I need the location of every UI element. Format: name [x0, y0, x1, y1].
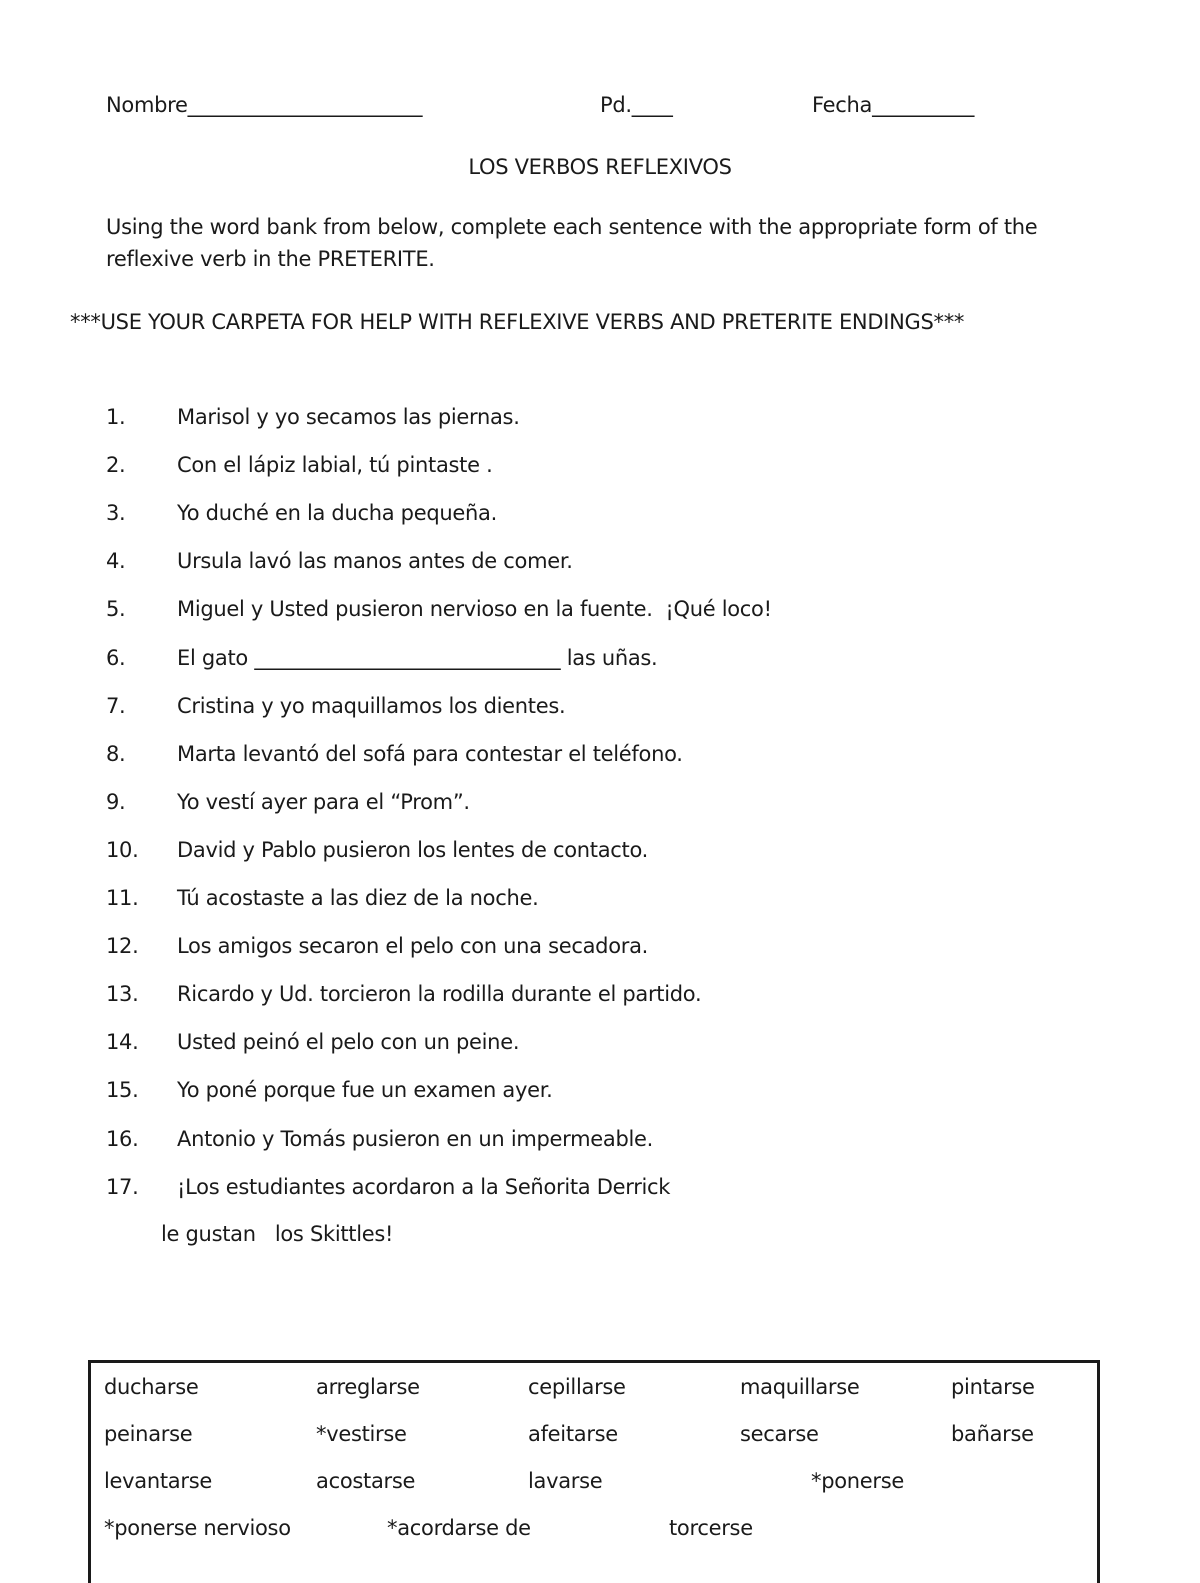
sentence-number: 5.: [106, 597, 126, 621]
sentence-text: Miguel y Usted pusieron nervioso en la fuente. ¡Qué loco!: [177, 597, 772, 621]
word-bank-item: lavarse: [528, 1469, 603, 1493]
sentence-number: 10.: [106, 838, 139, 862]
sentence-number: 12.: [106, 934, 139, 958]
word-bank-item: *acordarse de: [387, 1516, 531, 1540]
sentence-text: Los amigos secaron el pelo con una secadora.: [177, 934, 649, 958]
sentence-number: 6.: [106, 646, 126, 670]
word-bank-item: torcerse: [669, 1516, 753, 1540]
sentence-text: El gato ______________________________ las uñas.: [177, 646, 658, 670]
word-bank-item: secarse: [740, 1422, 819, 1446]
date-field-label: Fecha__________: [812, 93, 975, 117]
help-note: ***USE YOUR CARPETA FOR HELP WITH REFLEXIVE VERBS AND PRETERITE ENDINGS***: [70, 310, 965, 334]
sentence-number: 16.: [106, 1127, 139, 1151]
sentence-text: ¡Los estudiantes acordaron a la Señorita Derrick: [177, 1175, 671, 1199]
worksheet-title: LOS VERBOS REFLEXIVOS: [468, 155, 732, 179]
sentence-number: 11.: [106, 886, 139, 910]
word-bank-item: arreglarse: [316, 1375, 420, 1399]
word-bank-item: cepillarse: [528, 1375, 626, 1399]
word-bank-item: maquillarse: [740, 1375, 860, 1399]
sentence-text: Yo poné porque fue un examen ayer.: [177, 1078, 553, 1102]
sentence-number: 2.: [106, 453, 126, 477]
word-bank-item: *ponerse nervioso: [104, 1516, 291, 1540]
word-bank-item: *ponerse: [811, 1469, 905, 1493]
sentence-text: Cristina y yo maquillamos los dientes.: [177, 694, 566, 718]
sentence-text: Marta levantó del sofá para contestar el teléfono.: [177, 742, 683, 766]
sentence-17-continuation: le gustan los Skittles!: [161, 1222, 394, 1246]
sentence-number: 7.: [106, 694, 126, 718]
word-bank-item: *vestirse: [316, 1422, 407, 1446]
instructions: Using the word bank from below, complete each sentence with the appropriate form of the reflexive verb in the PRETERITE.: [106, 215, 1038, 271]
sentence-text: Ricardo y Ud. torcieron la rodilla durante el partido.: [177, 982, 702, 1006]
sentence-text: Tú acostaste a las diez de la noche.: [177, 886, 539, 910]
sentence-number: 8.: [106, 742, 126, 766]
sentence-text: Ursula lavó las manos antes de comer.: [177, 549, 573, 573]
sentence-text: Yo duché en la ducha pequeña.: [177, 501, 497, 525]
sentence-text: Marisol y yo secamos las piernas.: [177, 405, 520, 429]
word-bank-item: pintarse: [951, 1375, 1035, 1399]
sentence-number: 17.: [106, 1175, 139, 1199]
sentence-number: 1.: [106, 405, 126, 429]
word-bank-item: levantarse: [104, 1469, 212, 1493]
sentence-text: Usted peinó el pelo con un peine.: [177, 1030, 520, 1054]
sentence-number: 3.: [106, 501, 126, 525]
word-bank-item: afeitarse: [528, 1422, 618, 1446]
sentence-number: 4.: [106, 549, 126, 573]
sentence-number: 9.: [106, 790, 126, 814]
word-bank-item: peinarse: [104, 1422, 193, 1446]
sentence-text: Con el lápiz labial, tú pintaste .: [177, 453, 493, 477]
sentence-text: David y Pablo pusieron los lentes de contacto.: [177, 838, 649, 862]
word-bank-item: bañarse: [951, 1422, 1034, 1446]
sentence-number: 15.: [106, 1078, 139, 1102]
sentence-text: Antonio y Tomás pusieron en un impermeable.: [177, 1127, 654, 1151]
word-bank-item: acostarse: [316, 1469, 416, 1493]
name-field-label: Nombre_______________________: [106, 93, 423, 117]
sentence-text: Yo vestí ayer para el “Prom”.: [177, 790, 470, 814]
sentence-number: 14.: [106, 1030, 139, 1054]
sentence-number: 13.: [106, 982, 139, 1006]
word-bank-box: [88, 1360, 1100, 1583]
period-field-label: Pd.____: [600, 93, 673, 117]
word-bank-item: ducharse: [104, 1375, 199, 1399]
